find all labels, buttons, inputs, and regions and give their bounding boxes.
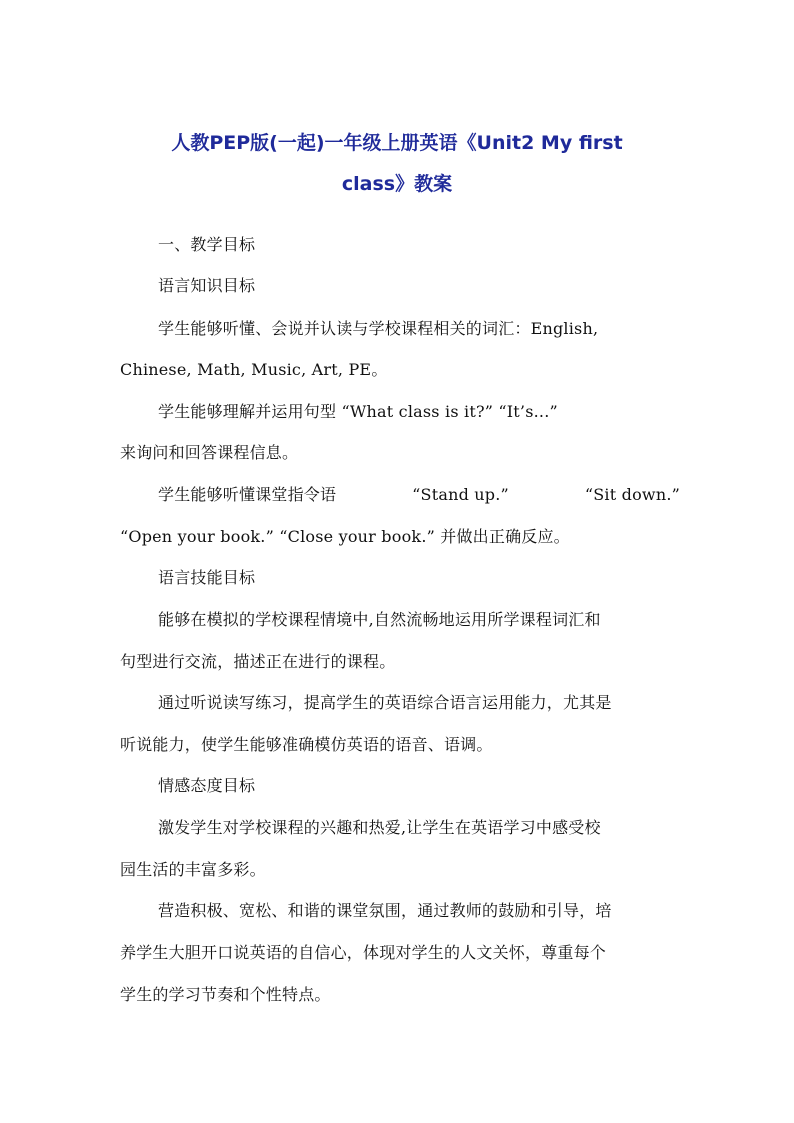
paragraph-sentence-pattern-line-1: 学生能够理解并运用句型 “What class is it?” “It’s...” bbox=[158, 402, 558, 421]
paragraph-vocabulary-line-1: 学生能够听懂、会说并认读与学校课程相关的词汇：English, bbox=[158, 319, 599, 338]
subheading-language-skills: 语言技能目标 bbox=[158, 568, 256, 587]
paragraph-atmosphere-line-1: 营造积极、宽松、和谐的课堂氛围，通过教师的鼓励和引导，培 bbox=[158, 901, 612, 920]
paragraph-communication-line-2: 句型进行交流，描述正在进行的课程。 bbox=[120, 652, 396, 671]
paragraph-sentence-pattern-line-2: 来询问和回答课程信息。 bbox=[120, 443, 299, 462]
document-title-line-1: 人教PEP版(一起)一年级上册英语《Unit2 My first bbox=[171, 132, 623, 154]
paragraph-atmosphere-line-3: 学生的学习节奏和个性特点。 bbox=[120, 985, 331, 1004]
paragraph-classroom-instructions-line-1 bbox=[158, 484, 680, 506]
instruction-sit-down: “Sit down.” bbox=[584, 485, 680, 504]
document-title-line-2: class》教案 bbox=[341, 173, 453, 195]
instruction-stand-up: “Stand up.” bbox=[412, 485, 509, 504]
paragraph-interest-line-1: 激发学生对学校课程的兴趣和热爱,让学生在英语学习中感受校 bbox=[158, 818, 601, 837]
paragraph-practice-line-2: 听说能力，使学生能够准确模仿英语的语音、语调。 bbox=[120, 735, 493, 754]
paragraph-vocabulary-line-2: Chinese, Math, Music, Art, PE。 bbox=[120, 360, 388, 379]
paragraph-interest-line-2: 园生活的丰富多彩。 bbox=[120, 860, 266, 879]
paragraph-classroom-instructions-line-2: “Open your book.” “Close your book.” 并做出正确反应。 bbox=[120, 527, 570, 546]
paragraph-atmosphere-line-2: 养学生大胆开口说英语的自信心，体现对学生的人文关怀，尊重每个 bbox=[120, 943, 607, 962]
subheading-language-knowledge: 语言知识目标 bbox=[158, 276, 256, 295]
instructions-intro-text: 学生能够听懂课堂指令语 bbox=[158, 485, 337, 504]
paragraph-communication-line-1: 能够在模拟的学校课程情境中,自然流畅地运用所学课程词汇和 bbox=[158, 610, 601, 629]
paragraph-practice-line-1: 通过听说读写练习，提高学生的英语综合语言运用能力，尤其是 bbox=[158, 693, 612, 712]
subheading-emotional-attitude: 情感态度目标 bbox=[158, 776, 256, 795]
section-heading-teaching-objectives: 一、教学目标 bbox=[158, 235, 256, 254]
